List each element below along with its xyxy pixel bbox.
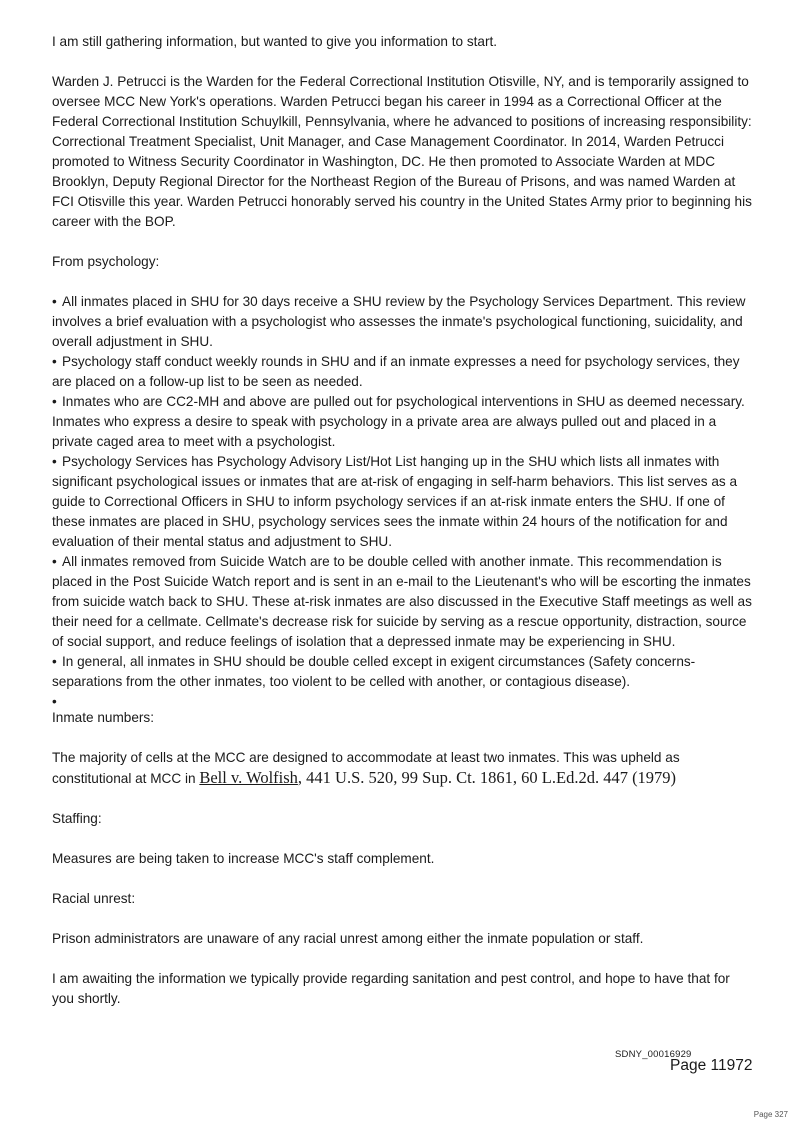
corner-page-number: Page 327 <box>753 1110 788 1119</box>
page-number: Page 11972 <box>670 1057 753 1074</box>
staffing-heading: Staffing: <box>52 811 102 826</box>
warden-bio-paragraph: Warden J. Petrucci is the Warden for the Federal Correctional Institution Otisville, NY, and is temporarily assigned to oversee MCC New York's operations. Warden Petrucci began his career in 1994 as a Correctional Officer at the Federal Correctional Institution Schuylkill, Pennsylvania, where he advanced to positions of increasing responsibility: Correctional Treatment Specialist, Unit Manager, and Case Management Coordinator. In 2014, Warden Petrucci promoted to Witness Security Coordinator in Washington, DC. He then promoted to Associate Warden at MDC Brooklyn, Deputy Regional Director for the Northeast Region of the Bureau of Prisons, and was named Warden at FCI Otisville this year. Warden Petrucci honorably served his country in the United States Army prior to beginning his career with the BOP. <box>52 74 752 229</box>
list-item: • Psychology Services has Psychology Advisory List/Hot List hanging up in the SHU which lists all inmates with significant psychological issues or inmates that are at-risk of engaging in self-harm behaviors. This list serves as a guide to Correctional Officers in SHU to inform psychology services if an at-risk inmate enters the SHU. If one of these inmates are placed in SHU, psychology services sees the inmate within 24 hours of the notification for and evaluation of their mental status and adjustment to SHU. <box>52 452 752 552</box>
inmate-numbers-text: The majority of cells at the MCC are designed to accommodate at least two inmates. This was upheld as constitutional at MCC in <box>52 750 680 786</box>
list-item: • Inmates who are CC2-MH and above are pulled out for psychological interventions in SHU as deemed necessary. Inmates who express a desire to speak with psychology in a private area are always pulled out and placed in a private caged area to meet with a psychologist. <box>52 392 752 452</box>
case-citation-link[interactable]: Bell v. Wolfish <box>199 768 298 787</box>
psychology-heading: From psychology: <box>52 254 160 269</box>
closing-paragraph: I am awaiting the information we typically provide regarding sanitation and pest control, and hope to have that for you shortly. <box>52 971 730 1006</box>
intro-paragraph: I am still gathering information, but wanted to give you information to start. <box>52 34 498 49</box>
list-item: • In general, all inmates in SHU should be double celled except in exigent circumstances (Safety concerns-separations from the other inmates, too violent to be celled with another, or contagious disease). <box>52 652 752 692</box>
bates-number: SDNY_00016929 <box>615 1049 692 1060</box>
document-body <box>52 32 752 1009</box>
list-item: • Psychology staff conduct weekly rounds in SHU and if an inmate expresses a need for psychology services, they are placed on a follow-up list to be seen as needed. <box>52 352 752 392</box>
racial-unrest-paragraph: Prison administrators are unaware of any racial unrest among either the inmate population or staff. <box>52 931 644 946</box>
inmate-numbers-heading: Inmate numbers: <box>52 710 154 725</box>
empty-list-item <box>52 692 752 708</box>
list-item: • All inmates placed in SHU for 30 days receive a SHU review by the Psychology Services Department. This review involves a brief evaluation with a psychologist who assesses the inmate's psychological functioning, suicidality, and overall adjustment in SHU. <box>52 292 752 352</box>
inmate-numbers-paragraph <box>52 748 752 789</box>
racial-unrest-heading: Racial unrest: <box>52 891 136 906</box>
psychology-bullet-list <box>52 292 752 708</box>
list-item: • All inmates removed from Suicide Watch are to be double celled with another inmate. This recommendation is placed in the Post Suicide Watch report and is sent in an e-mail to the Lieutenant's who will be escorting the inmates from suicide watch back to SHU. These at-risk inmates are also discussed in the Executive Staff meetings as well as their need for a cellmate. Cellmate's decrease risk for suicide by serving as a rescue opportunity, distraction, source of social support, and reduce feelings of isolation that a depressed inmate may be experiencing in SHU. <box>52 552 752 652</box>
case-citation-text: , 441 U.S. 520, 99 Sup. Ct. 1861, 60 L.Ed.2d. 447 (1979) <box>297 768 677 787</box>
staffing-paragraph: Measures are being taken to increase MCC's staff complement. <box>52 851 435 866</box>
